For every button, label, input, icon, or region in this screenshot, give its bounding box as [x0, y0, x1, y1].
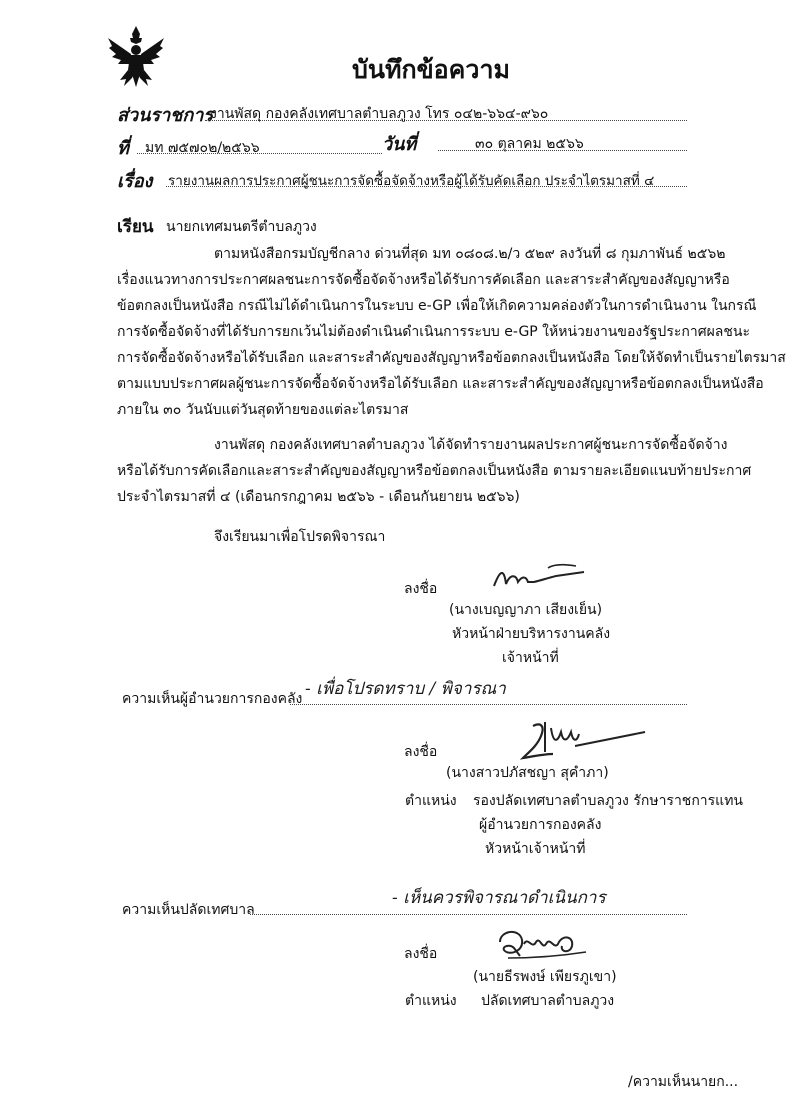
date-label: วันที่ — [382, 134, 417, 155]
signer-2-position-line-1: รองปลัดเทศบาลตำบลภูวง รักษาราชการแทน — [473, 793, 743, 809]
paragraph-1 — [117, 241, 786, 423]
signer-3-position-value: ปลัดเทศบาลตำบลภูวง — [481, 993, 615, 1009]
paragraph-line: เรื่องแนวทางการประกาศผลชนะการจัดซื้อจัดจ้างหรือได้รับการคัดเลือก และสาระสำคัญของสัญญาหรือ — [117, 272, 730, 288]
date-value: ๓๐ ตุลาคม ๒๕๖๖ — [475, 136, 584, 152]
paragraph-line: งานพัสดุ กองคลังเทศบาลตำบลภูวง ได้จัดทำรายงานผลประกาศผู้ชนะการจัดซื้อจัดจ้าง — [214, 437, 728, 453]
paragraph-line: ภายใน ๓๐ วันนับแต่วันสุดท้ายของแต่ละไตรมาส — [117, 402, 409, 418]
signer-2-position-line-2: ผู้อำนวยการกองคลัง — [479, 817, 602, 833]
signer-2-name: (นางสาวปภัสชญา สุคำภา) — [446, 765, 609, 781]
ref-label: ที่ — [117, 138, 129, 159]
signer-3-name: (นายธีรพงษ์ เพียรภูเขา) — [473, 969, 617, 985]
signer-2-position-line-3: หัวหน้าเจ้าหน้าที่ — [485, 841, 586, 857]
signer-1-name: (นางเบญญาภา เสียงเย็น) — [449, 602, 603, 618]
document-title: บันทึกข้อความ — [352, 55, 510, 84]
closing-text: จึงเรียนมาเพื่อโปรดพิจารณา — [214, 529, 386, 545]
signature-1-scribble — [486, 560, 606, 604]
opinion-2-handwritten: - เห็นควรพิจารณาดำเนินการ — [392, 888, 606, 908]
subject-value: รายงานผลการประกาศผู้ชนะการจัดซื้อจัดจ้างหรือผู้ได้รับคัดเลือก ประจำไตรมาสที่ ๔ — [168, 173, 655, 189]
opinion-1-dotted-line — [290, 704, 687, 705]
subject-label: เรื่อง — [117, 171, 153, 192]
signer-1-position-line-2: เจ้าหน้าที่ — [502, 650, 559, 666]
paragraph-line: ประจำไตรมาสที่ ๔ (เดือนกรกฎาคม ๒๕๖๖ - เดือนกันยายน ๒๕๖๖) — [117, 489, 520, 505]
signer-3-position-label: ตำแหน่ง — [405, 993, 457, 1009]
salutation-label: เรียน — [117, 217, 154, 237]
paragraph-line: การจัดซื้อจัดจ้างที่ได้รับการยกเว้นไม่ต้องดำเนินดำเนินการระบบ e-GP ให้หน่วยงานของรัฐประกาศผลชนะ — [117, 324, 750, 340]
signature-3-scribble — [490, 922, 600, 971]
department-label: ส่วนราชการ — [117, 105, 214, 126]
ref-value: มท ๗๕๗๐๒/๒๕๖๖ — [145, 140, 260, 156]
opinion-2-dotted-line — [250, 914, 687, 915]
opinion-1-handwritten: - เพื่อโปรดทราบ / พิจารณา — [305, 679, 506, 699]
paragraph-line: การจัดซื้อจัดจ้างหรือได้รับเลือก และสาระสำคัญของสัญญาหรือข้อตกลงเป็นหนังสือ โดยให้จัดทำเป็นรายไตรมาส — [117, 350, 786, 366]
signer-1-position-line-1: หัวหน้าฝ่ายบริหารงานคลัง — [452, 626, 611, 642]
opinion-1-label: ความเห็นผู้อำนวยการกองคลัง — [122, 691, 303, 707]
salutation-value: นายกเทศมนตรีตำบลภูวง — [166, 219, 317, 235]
paragraph-line: ข้อตกลงเป็นหนังสือ กรณีไม่ได้ดำเนินการในระบบ e-GP เพื่อให้เกิดความคล่องตัวในการดำเนินงาน ในกรณี — [117, 298, 757, 314]
paragraph-2 — [117, 432, 752, 510]
sign-label-1: ลงชื่อ — [404, 581, 438, 597]
signer-2-position-label: ตำแหน่ง — [405, 793, 457, 809]
sign-label-2: ลงชื่อ — [404, 744, 438, 760]
sign-label-3: ลงชื่อ — [404, 946, 438, 962]
opinion-2-label: ความเห็นปลัดเทศบาล — [122, 902, 255, 918]
garuda-emblem-icon — [106, 24, 166, 88]
paragraph-line: ตามแบบประกาศผลผู้ชนะการจัดซื้อจัดจ้างหรือได้รับเลือก และสาระสำคัญของสัญญาหรือข้อตกลงเป็นหนังสือ — [117, 376, 764, 392]
department-value: งานพัสดุ กองคลังเทศบาลตำบลภูวง โทร ๐๔๒-๖๖๔-๙๖๐ — [210, 106, 549, 122]
paragraph-line: หรือได้รับการคัดเลือกและสาระสำคัญของสัญญาหรือข้อตกลงเป็นหนังสือ ตามรายละเอียดแนบท้ายประกาศ — [117, 463, 752, 479]
continuation-text: /ความเห็นนายก... — [628, 1074, 739, 1090]
paragraph-line: ตามหนังสือกรมบัญชีกลาง ด่วนที่สุด มท ๐๘๐๘.๒/ว ๕๒๙ ลงวันที่ ๘ กุมภาพันธ์ ๒๕๖๒ — [214, 246, 726, 262]
